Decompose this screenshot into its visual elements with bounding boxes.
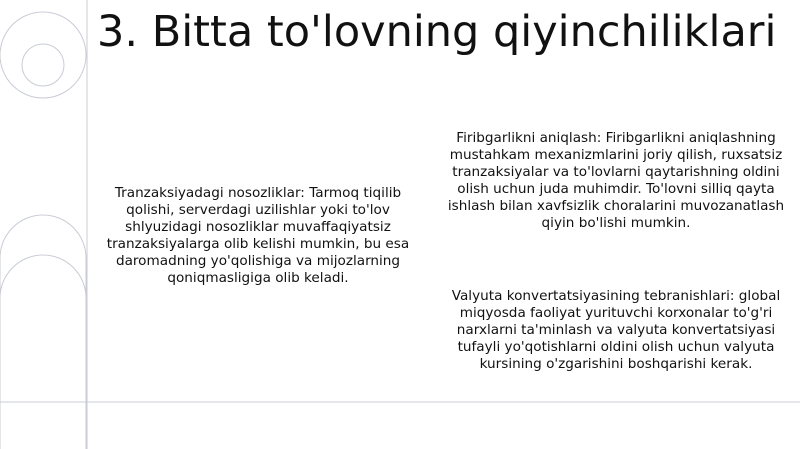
decor-circle-small [22, 44, 64, 86]
currency-fluctuation-text: Valyuta konvertatsiyasining tebranishlari: global miqyosda faoliyat yurituvchi korxonalar to'g'ri narxlarni ta'minlash va valyuta konvertatsiyasi tufayli yo'qotishlarni oldini olish uchun valyuta kursining o'zgarishini boshqarishi kerak. [451, 288, 781, 372]
decor-arch-lower [0, 255, 86, 449]
transaction-failures-text: Tranzaksiyadagi nosozliklar: Tarmoq tiqilib qolishi, serverdagi uzilishlar yoki to'lov shlyuzidagi nosozliklar muvaffaqiyatsiz tranzaksiyalarga olib kelishi mumkin, bu esa daromadning yo'qolishiga va mijozlarning qoniqmasligiga olib keladi. [106, 185, 410, 286]
decor-circle-large [0, 12, 86, 98]
slide-title: 3. Bitta to'lovning qiyinchiliklari [97, 7, 777, 57]
decor-arch-upper [0, 215, 86, 312]
fraud-detection-text: Firibgarlikni aniqlash: Firibgarlikni aniqlashning mustahkam mexanizmlarini joriy qilish, ruxsatsiz tranzaksiyalar va to'lovlarni qaytarishning oldini olish uchun juda muhimdir. To'lovni silliq qayta ishlash bilan xavfsizlik choralarini muvozanatlash qiyin bo'lishi mumkin. [447, 130, 785, 231]
